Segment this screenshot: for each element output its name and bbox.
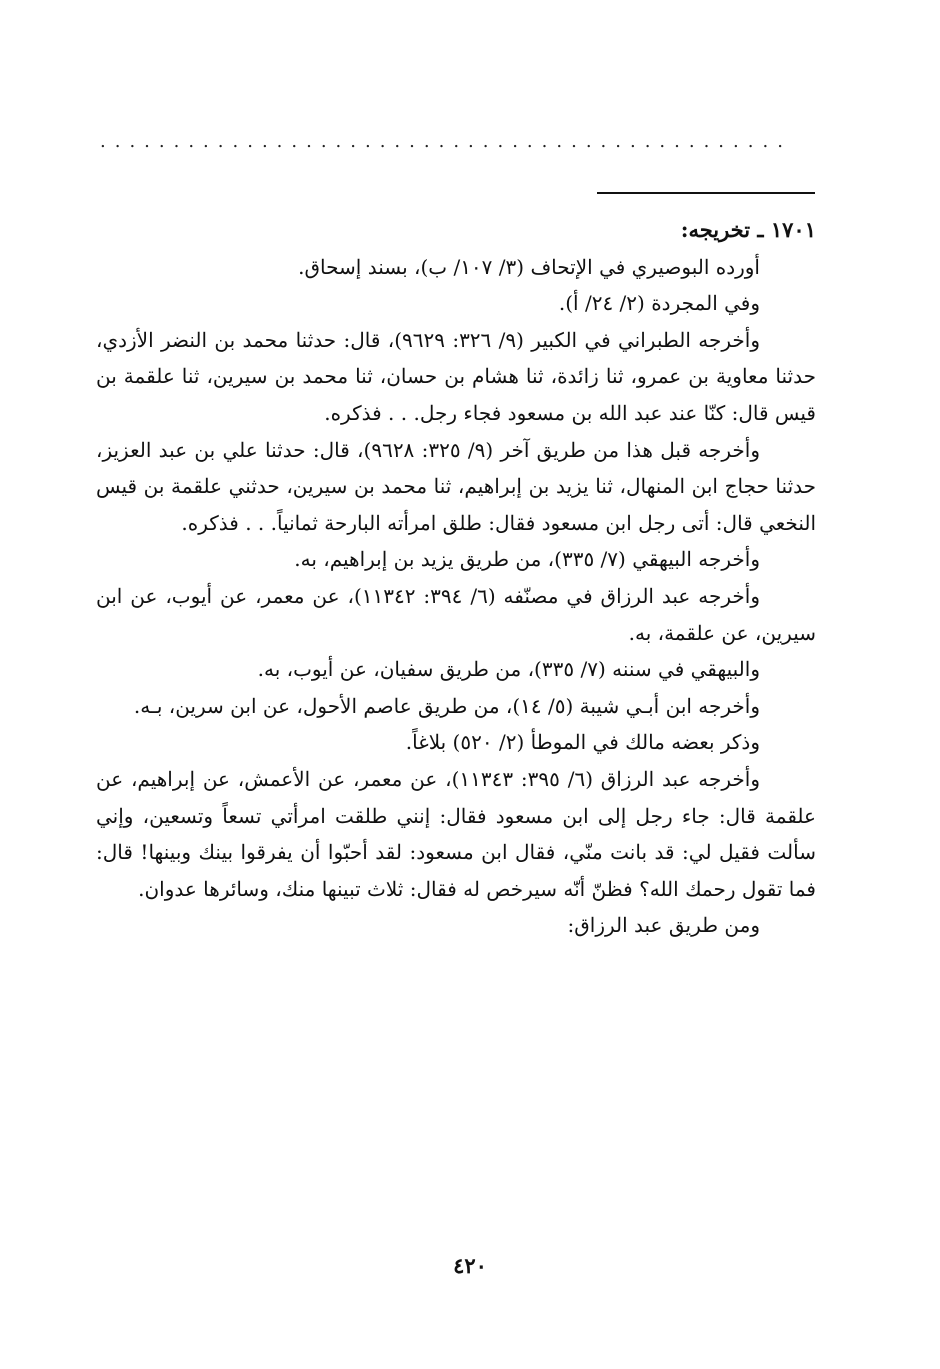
paragraph: وأخرجه عبد الرزاق (٦/ ٣٩٥: ١١٣٤٣)، عن معمر، عن الأعمش، عن إبراهيم، عن علقمة قال: جاء رجل إلى ابن مسعود فقال: إنني طلقت امرأتي تسعاً وتسعين، وإني سألت فقيل لي: قد بانت منّي، فقال ابن مسعود: لقد أحبّوا أن يفرقوا بينك وبينها! قال: فما تقول رحمك الله؟ فظنّ أنّه سيرخص له فقال: ثلاث تبينها منك، وسائرها عدوان. <box>96 766 816 901</box>
paragraph: وأخرجه البيهقي (٧/ ٣٣٥)، من طريق يزيد بن إبراهيم، به. <box>294 547 760 572</box>
paragraph: وأخرجه قبل هذا من طريق آخر (٩/ ٣٢٥: ٩٦٢٨)، قال: حدثنا علي بن عبد العزيز، حدثنا حجاج ابن المنهال، ثنا يزيد بن إبراهيم، ثنا محمد بن سيرين، حدثني علقمة بن قيس النخعي قال: أتى رجل ابن مسعود فقال: طلق امرأته البارحة ثمانياً. . . فذكره. <box>96 437 816 535</box>
footnote-body <box>96 212 816 944</box>
paragraph: وأخرجه الطبراني في الكبير (٩/ ٣٢٦: ٩٦٢٩)، قال: حدثنا محمد بن النضر الأزدي، حدثنا معاوية بن عمرو، ثنا زائدة، ثنا هشام بن حسان، ثنا محمد بن سيرين، ثنا علقمة بن قيس قال: كنّا عند عبد الله بن مسعود فجاء رجل. . . فذكره. <box>96 327 816 425</box>
paragraph: وأخرجه عبد الرزاق في مصنّفه (٦/ ٣٩٤: ١١٣٤٢)، عن معمر، عن أيوب، عن ابن سيرين، عن علقمة، به. <box>96 583 816 645</box>
dotted-separator: ............................................... <box>100 135 792 149</box>
paragraph: أورده البوصيري في الإتحاف (٣/ ١٠٧/ ب)، بسند إسحاق. <box>298 254 760 279</box>
paragraph: وأخرجه ابن أبـي شيبة (٥/ ١٤)، من طريق عاصم الأحول، عن ابن سرين، بـه. <box>133 693 760 718</box>
paragraph: ومن طريق عبد الرزاق: <box>567 913 760 938</box>
footnote-rule <box>597 192 815 194</box>
page-number: ٤٢٠ <box>453 1253 487 1278</box>
paragraph: وذكر بعضه مالك في الموطأ (٢/ ٥٢٠) بلاغاً. <box>405 730 760 755</box>
entry-heading: ١٧٠١ ـ تخريجه: <box>680 217 816 242</box>
paragraph: وفي المجردة (٢/ ٢٤/ أ). <box>558 291 760 316</box>
paragraph: والبيهقي في سننه (٧/ ٣٣٥)، من طريق سفيان، عن أيوب، به. <box>257 657 760 682</box>
